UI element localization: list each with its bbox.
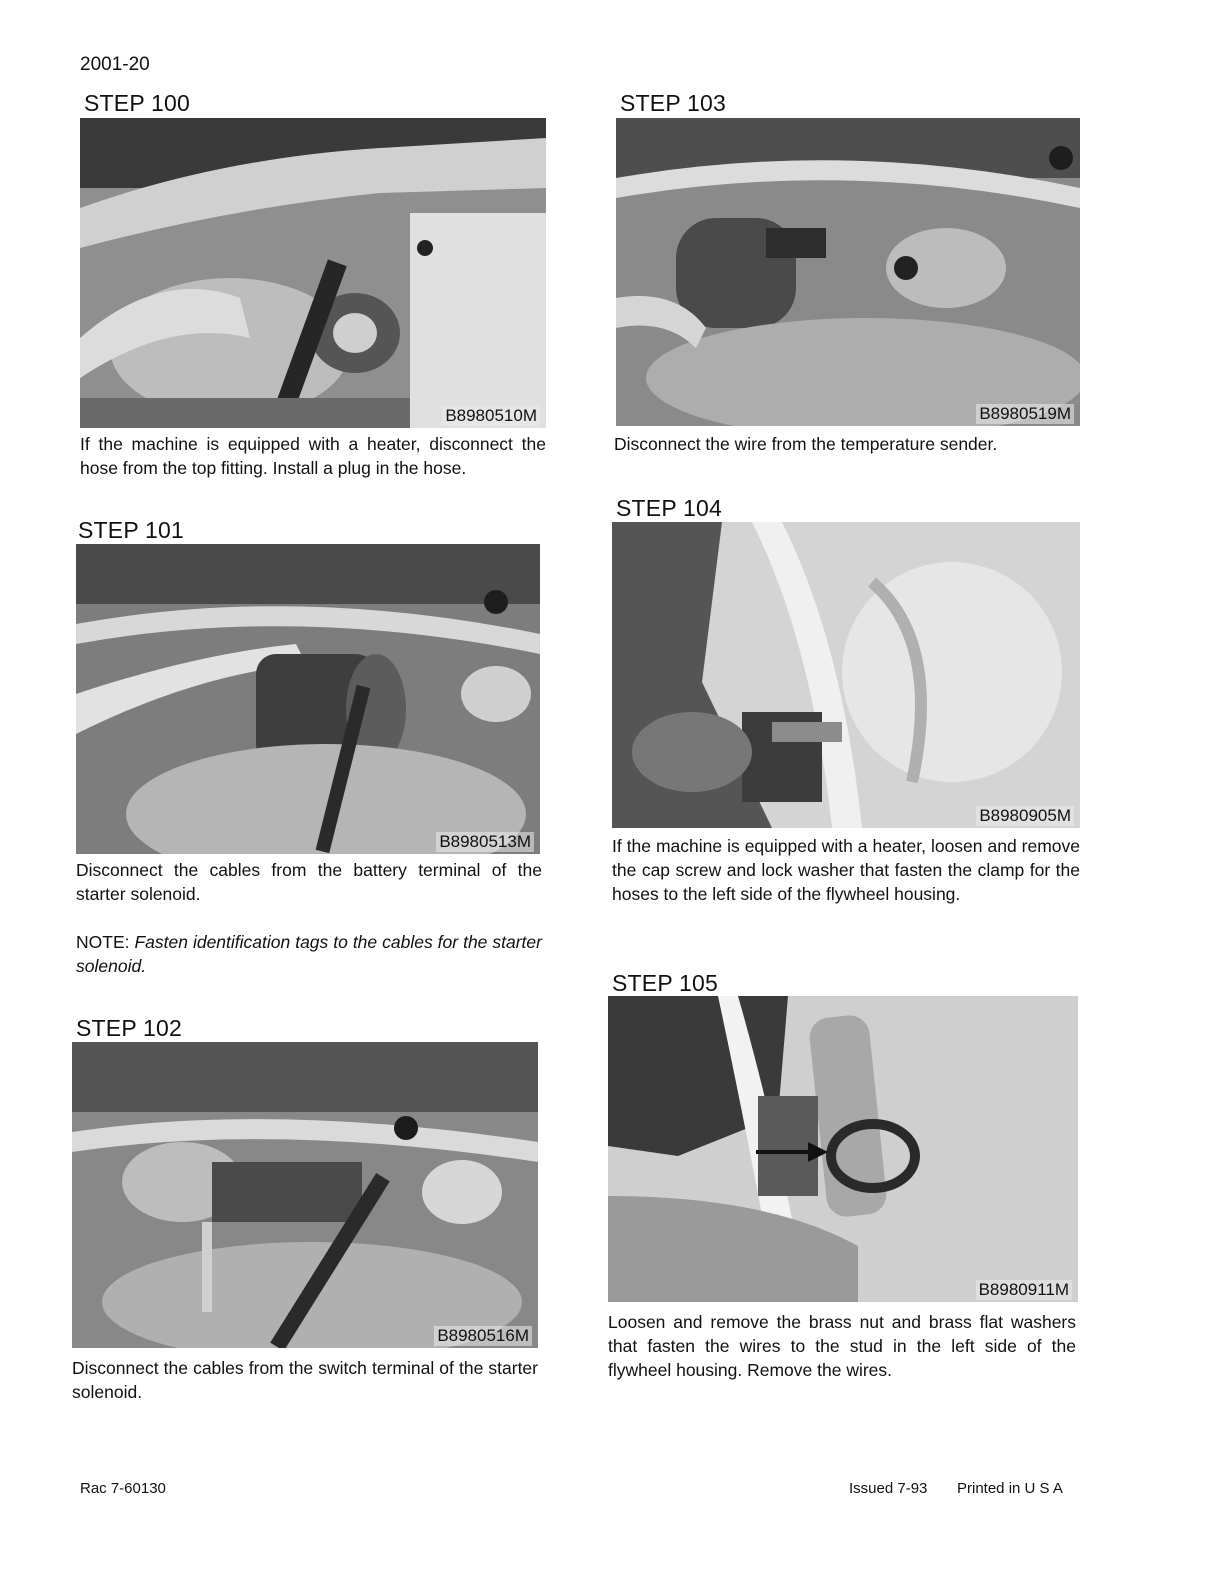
step-101-photo-id: B8980513M — [436, 832, 534, 852]
step-104-title: STEP 104 — [616, 495, 723, 521]
step-105-title: STEP 105 — [612, 970, 719, 996]
note-label: NOTE: — [76, 932, 130, 952]
step-102-caption: Disconnect the cables from the switch terminal of the starter solenoid. — [72, 1358, 538, 1402]
step-101-caption: Disconnect the cables from the battery terminal of the starter solenoid. — [76, 860, 542, 904]
step-100-title: STEP 100 — [84, 90, 191, 116]
step-100-caption: If the machine is equipped with a heater, disconnect the hose from the top fitting. Install a plug in the hose. — [80, 434, 546, 478]
step-104-caption: If the machine is equipped with a heater, loosen and remove the cap screw and lock washer that fasten the clamp for the hoses to the left side of the flywheel housing. — [612, 836, 1080, 904]
step-105-caption: Loosen and remove the brass nut and brass flat washers that fasten the wires to the stud in the left side of the flywheel housing. Remove the wires. — [608, 1312, 1076, 1380]
step-101-title: STEP 101 — [78, 517, 185, 543]
step-103-title: STEP 103 — [620, 90, 727, 116]
note-text: Fasten identification tags to the cables for the starter solenoid. — [76, 932, 542, 976]
footer-printed: Printed in U S A — [957, 1480, 1063, 1497]
step-104-photo — [612, 522, 1080, 828]
footer-issued: Issued 7-93 — [849, 1480, 928, 1497]
step-102-photo — [72, 1042, 538, 1348]
step-101-photo — [76, 544, 540, 854]
note — [76, 930, 542, 978]
step-105-photo-id: B8980911M — [976, 1280, 1072, 1300]
step-103-photo — [616, 118, 1080, 426]
step-103-caption: Disconnect the wire from the temperature sender. — [614, 434, 998, 454]
step-102-photo-id: B8980516M — [434, 1326, 532, 1346]
step-102-title: STEP 102 — [76, 1015, 183, 1041]
page-number: 2001-20 — [80, 54, 150, 75]
footer-doc-number: Rac 7-60130 — [80, 1480, 166, 1497]
step-105-photo — [608, 996, 1078, 1302]
step-100-photo — [80, 118, 546, 428]
step-100-photo-id: B8980510M — [442, 406, 540, 426]
step-103-photo-id: B8980519M — [976, 404, 1074, 424]
step-104-photo-id: B8980905M — [976, 806, 1074, 826]
